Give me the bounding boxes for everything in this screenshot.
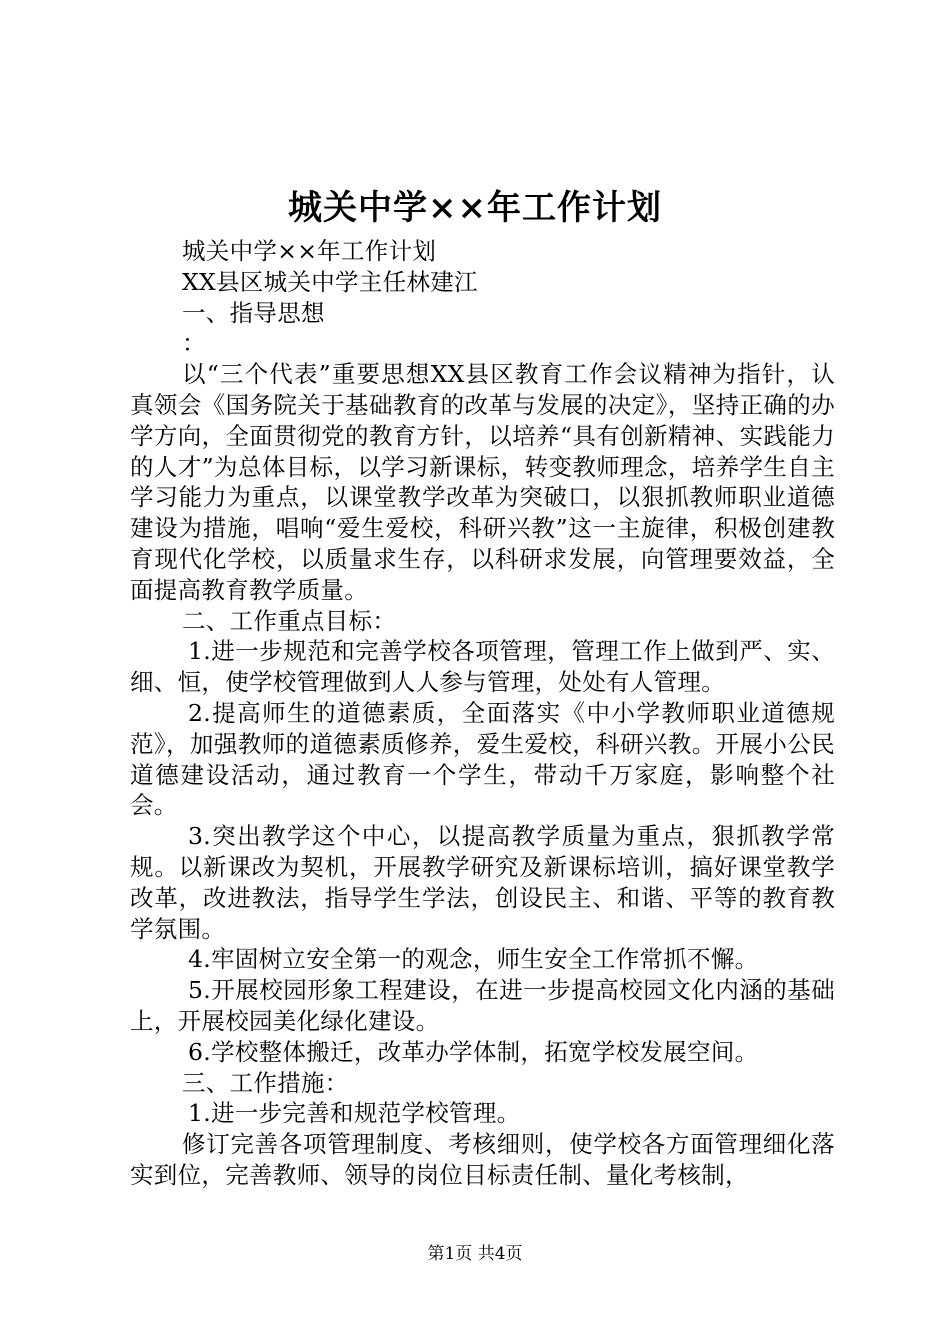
document-title: 城关中学××年工作计划 [288, 188, 662, 228]
section-heading-measures: 三、工作措施： [182, 1068, 349, 1097]
document-body [130, 236, 835, 1191]
paragraph-measure-detail: 修订完善各项管理制度、考核细则，使学校各方面管理细化落实到位，完善教师、领导的岗位目标责任制、量化考核制， [130, 1130, 835, 1189]
paragraph-guiding-ideology: 以“三个代表”重要思想XX县区教育工作会议精神为指针，认真领会《国务院关于基础教育的改革与发展的决定》，坚持正确的办学方向，全面贯彻党的教育方针，以培养“具有创新精神、实践能力的人才”为总体目标，以学习新课标，转变教师理念，培养学生自主学习能力为重点，以课堂教学改革为突破口，以狠抓教师职业道德建设为措施，唱响“爱生爱校，科研兴教”这一主旋律，积极创建教育现代化学校，以质量求生存，以科研求发展，向管理要效益，全面提高教育教学质量。 [130, 360, 835, 604]
goal-item-1: 1.进一步规范和完善学校各项管理，管理工作上做到严、实、细、恒，使学校管理做到人人参与管理，处处有人管理。 [130, 637, 835, 697]
page-number-footer: 第1页 共4页 [427, 1244, 523, 1264]
measure-item-1: 1.进一步完善和规范学校管理。 [188, 1099, 521, 1128]
goal-item-3: 3.突出教学这个中心，以提高教学质量为重点，狠抓教学常规。以新课改为契机，开展教学研究及新课标培训，搞好课堂教学改革，改进教法，指导学生学法，创设民主、和谐、平等的教育教学氛围。 [130, 822, 835, 943]
section-heading-key-goals: 二、工作重点目标： [182, 606, 397, 635]
colon-line: ： [182, 329, 206, 358]
author-line: XX县区城关中学主任林建江 [182, 267, 478, 296]
goal-item-2: 2.提高师生的道德素质，全面落实《中小学教师职业道德规范》，加强教师的道德素质修养，爱生爱校，科研兴教。开展小公民道德建设活动，通过教育一个学生，带动千万家庭，影响整个社会。 [130, 698, 835, 820]
section-heading-guiding-ideology: 一、指导思想 [182, 298, 325, 327]
subtitle-line: 城关中学××年工作计划 [182, 237, 437, 265]
goal-item-6: 6.学校整体搬迁，改革办学体制，拓宽学校发展空间。 [188, 1037, 759, 1066]
goal-item-5: 5.开展校园形象工程建设，在进一步提高校园文化内涵的基础上，开展校园美化绿化建设。 [130, 976, 835, 1035]
goal-item-4: 4.牢固树立安全第一的观念，师生安全工作常抓不懈。 [188, 945, 759, 974]
